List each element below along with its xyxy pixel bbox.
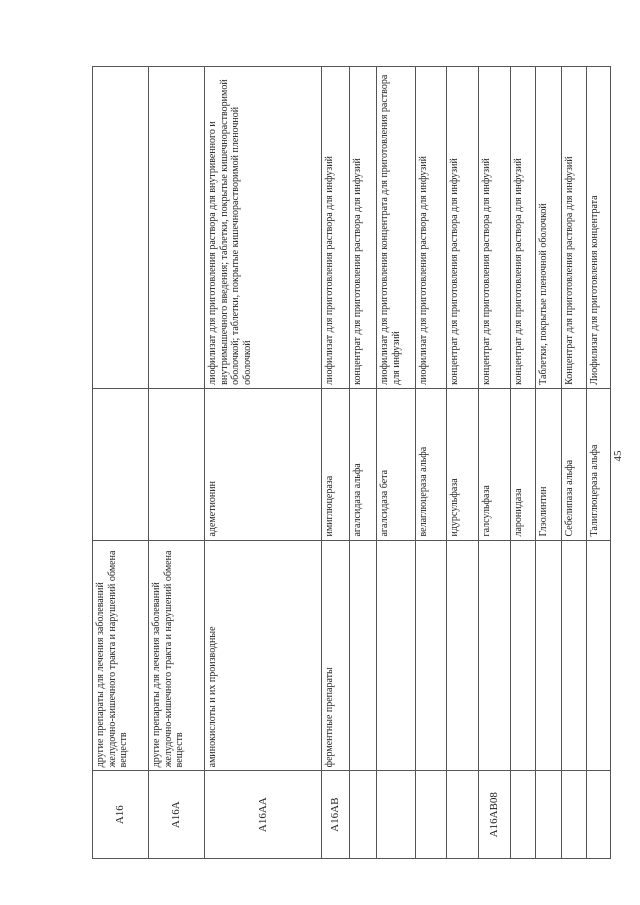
group-name [536,540,562,771]
dosage-form: концентрат для приготовления раствора для инфузий [447,67,479,389]
drug-name: агалсидаза бета [377,388,416,540]
group-name: аминокислоты и их производные [205,540,322,771]
table-row [511,67,536,859]
table-row [205,67,322,859]
dosage-form: концентрат для приготовления раствора для инфузий [511,67,536,389]
drug-name: адеметионин [205,388,322,540]
drug-name: ларонидаза [511,388,536,540]
group-name: другие препараты для лечения заболеваний желудочно-кишечного тракта и нарушений обмена веществ [93,540,149,771]
dosage-form: концентрат для приготовления раствора для инфузий [350,67,377,389]
group-name [447,540,479,771]
atc-code: A16AB [322,771,350,859]
atc-code [416,771,447,859]
drug-name: велаглюцераза альфа [416,388,447,540]
group-name: другие препараты для лечения заболеваний желудочно-кишечного тракта и нарушений обмена веществ [149,540,205,771]
table-row [377,67,416,859]
atc-code: A16 [93,771,149,859]
table-row [447,67,479,859]
drug-name: агалсидаза альфа [350,388,377,540]
dosage-form: концентрат для приготовления раствора для инфузий [479,67,511,389]
table-row [322,67,350,859]
table-row [562,67,587,859]
dosage-form [93,67,149,389]
drug-name: Талиглюцераза альфа [587,388,611,540]
dosage-form: Таблетки, покрытые пленочной оболочкой [536,67,562,389]
table-row [587,67,611,859]
atc-code: A16AA [205,771,322,859]
group-name [511,540,536,771]
atc-code [447,771,479,859]
atc-code [536,771,562,859]
atc-code [350,771,377,859]
drug-table [92,66,611,859]
table-row [350,67,377,859]
group-name [350,540,377,771]
group-name [562,540,587,771]
atc-code [377,771,416,859]
drug-name [93,388,149,540]
dosage-form: лиофилизат для приготовления раствора для инфузий [416,67,447,389]
drug-name: Глэолинтин [536,388,562,540]
group-name [479,540,511,771]
dosage-form: лиофилизат для приготовления концентрата для приготовления раствора для инфузий [377,67,416,389]
table-row [536,67,562,859]
dosage-form: Лиофилизат для приготовления концентрата [587,67,611,389]
atc-code [511,771,536,859]
atc-code [587,771,611,859]
atc-code: A16A [149,771,205,859]
page-number: 45 [612,450,624,462]
atc-code: A16AB08 [479,771,511,859]
drug-name: галсульфаза [479,388,511,540]
group-name [377,540,416,771]
atc-code [562,771,587,859]
table-row [416,67,447,859]
dosage-form [149,67,205,389]
table-row [149,67,205,859]
dosage-form: лиофилизат для приготовления раствора для внутривенного и внутримышечного введения; таблетки, покрытые кишечнорастворимой оболочкой; таблетки, покрытые кишечнорастворимой пленочной оболочкой [205,67,322,389]
group-name [416,540,447,771]
dosage-form: Концентрат для приготовления раствора для инфузий [562,67,587,389]
drug-name [149,388,205,540]
drug-name: идурсульфаза [447,388,479,540]
dosage-form: лиофилизат для приготовления раствора для инфузий [322,67,350,389]
drug-name: имиглюцераза [322,388,350,540]
group-name: ферментные препараты [322,540,350,771]
drug-name: Себелипаза альфа [562,388,587,540]
rotated-page [92,66,600,859]
table-row [93,67,149,859]
table-row [479,67,511,859]
group-name [587,540,611,771]
